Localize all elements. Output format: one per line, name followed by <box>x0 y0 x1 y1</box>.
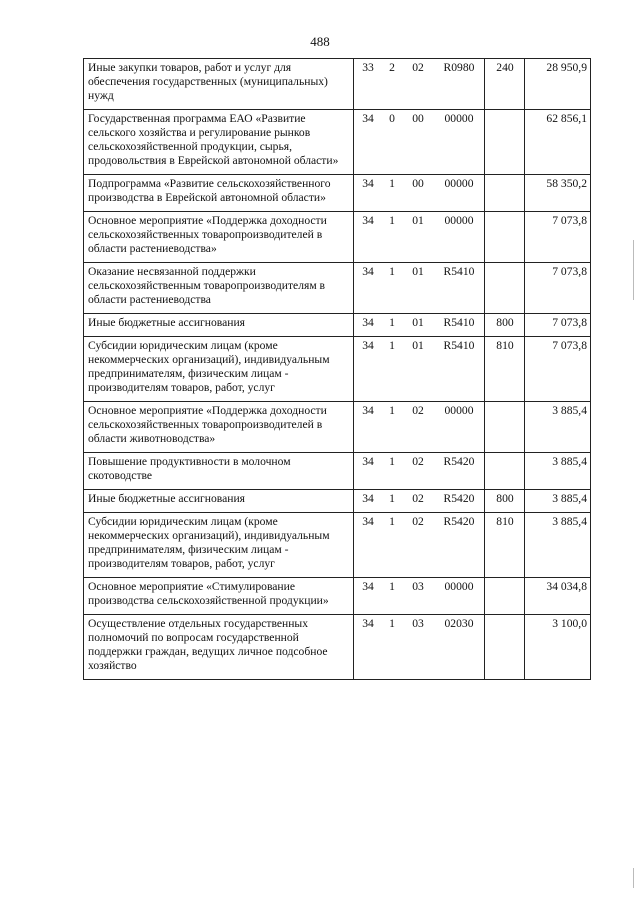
table-row <box>84 212 591 263</box>
code-direction: 02030 <box>433 615 485 680</box>
table-row <box>84 314 591 337</box>
code-event: 03 <box>402 578 433 615</box>
expense-type <box>485 453 525 490</box>
scan-edge-mark <box>633 868 634 888</box>
row-amount: 34 034,8 <box>525 578 591 615</box>
expense-type <box>485 263 525 314</box>
code-event: 02 <box>402 513 433 578</box>
code-program: 33 <box>354 59 382 110</box>
code-event: 01 <box>402 314 433 337</box>
code-direction: R5410 <box>433 263 485 314</box>
row-name: Повышение продуктивности в молочном скотоводстве <box>84 453 354 490</box>
code-direction: R5410 <box>433 337 485 402</box>
code-event: 02 <box>402 59 433 110</box>
expense-type: 800 <box>485 314 525 337</box>
row-amount: 28 950,9 <box>525 59 591 110</box>
code-direction: R5420 <box>433 490 485 513</box>
budget-table <box>83 58 591 680</box>
code-event: 01 <box>402 263 433 314</box>
code-subprogram: 1 <box>381 314 402 337</box>
row-amount: 7 073,8 <box>525 314 591 337</box>
code-event: 00 <box>402 110 433 175</box>
expense-type <box>485 110 525 175</box>
code-direction: 00000 <box>433 578 485 615</box>
code-subprogram: 1 <box>381 337 402 402</box>
table-row <box>84 59 591 110</box>
table-row <box>84 263 591 314</box>
row-name: Государственная программа ЕАО «Развитие сельского хозяйства и регулирование рынков сельскохозяйственной продукции, сырья, продовольствия в Еврейской автономной области» <box>84 110 354 175</box>
table-row <box>84 175 591 212</box>
table-row <box>84 513 591 578</box>
row-amount: 3 885,4 <box>525 402 591 453</box>
expense-type: 810 <box>485 337 525 402</box>
code-subprogram: 1 <box>381 490 402 513</box>
row-amount: 3 100,0 <box>525 615 591 680</box>
code-direction: R5410 <box>433 314 485 337</box>
code-program: 34 <box>354 615 382 680</box>
expense-type <box>485 615 525 680</box>
row-name: Осуществление отдельных государственных полномочий по вопросам государственной поддержки граждан, ведущих личное подсобное хозяйство <box>84 615 354 680</box>
expense-type <box>485 175 525 212</box>
expense-type: 810 <box>485 513 525 578</box>
code-direction: R5420 <box>433 453 485 490</box>
code-direction: 00000 <box>433 110 485 175</box>
code-subprogram: 1 <box>381 513 402 578</box>
row-name: Основное мероприятие «Поддержка доходности сельскохозяйственных товаропроизводителей в области животноводства» <box>84 402 354 453</box>
code-subprogram: 1 <box>381 453 402 490</box>
expense-type: 800 <box>485 490 525 513</box>
row-name: Иные бюджетные ассигнования <box>84 490 354 513</box>
row-amount: 58 350,2 <box>525 175 591 212</box>
code-subprogram: 1 <box>381 615 402 680</box>
table-row <box>84 110 591 175</box>
code-subprogram: 1 <box>381 263 402 314</box>
code-program: 34 <box>354 578 382 615</box>
scan-edge-mark <box>633 240 634 300</box>
code-subprogram: 1 <box>381 212 402 263</box>
row-amount: 3 885,4 <box>525 490 591 513</box>
code-program: 34 <box>354 263 382 314</box>
code-direction: R0980 <box>433 59 485 110</box>
code-program: 34 <box>354 175 382 212</box>
code-event: 02 <box>402 490 433 513</box>
code-subprogram: 1 <box>381 175 402 212</box>
row-name: Основное мероприятие «Поддержка доходности сельскохозяйственных товаропроизводителей в области растениеводства» <box>84 212 354 263</box>
code-subprogram: 0 <box>381 110 402 175</box>
row-amount: 62 856,1 <box>525 110 591 175</box>
row-amount: 7 073,8 <box>525 337 591 402</box>
expense-type <box>485 212 525 263</box>
page-number: 488 <box>310 34 330 49</box>
code-direction: 00000 <box>433 175 485 212</box>
expense-type: 240 <box>485 59 525 110</box>
code-direction: 00000 <box>433 402 485 453</box>
row-amount: 3 885,4 <box>525 513 591 578</box>
table-row <box>84 490 591 513</box>
code-event: 01 <box>402 212 433 263</box>
row-name: Иные закупки товаров, работ и услуг для обеспечения государственных (муниципальных) нужд <box>84 59 354 110</box>
code-direction: R5420 <box>433 513 485 578</box>
code-event: 02 <box>402 402 433 453</box>
row-name: Иные бюджетные ассигнования <box>84 314 354 337</box>
row-name: Основное мероприятие «Стимулирование производства сельскохозяйственной продукции» <box>84 578 354 615</box>
code-program: 34 <box>354 314 382 337</box>
code-program: 34 <box>354 402 382 453</box>
code-program: 34 <box>354 490 382 513</box>
row-name: Субсидии юридическим лицам (кроме некоммерческих организаций), индивидуальным предпринимателям, физическим лицам - производителям товаров, работ, услуг <box>84 513 354 578</box>
code-program: 34 <box>354 212 382 263</box>
code-event: 03 <box>402 615 433 680</box>
row-name: Подпрограмма «Развитие сельскохозяйственного производства в Еврейской автономной области» <box>84 175 354 212</box>
code-program: 34 <box>354 110 382 175</box>
code-event: 00 <box>402 175 433 212</box>
table-row <box>84 578 591 615</box>
code-subprogram: 1 <box>381 578 402 615</box>
code-program: 34 <box>354 513 382 578</box>
table-row <box>84 402 591 453</box>
row-name: Субсидии юридическим лицам (кроме некоммерческих организаций), индивидуальным предпринимателям, физическим лицам - производителям товаров, работ, услуг <box>84 337 354 402</box>
table-row <box>84 453 591 490</box>
row-amount: 7 073,8 <box>525 263 591 314</box>
code-program: 34 <box>354 337 382 402</box>
code-subprogram: 2 <box>381 59 402 110</box>
expense-type <box>485 578 525 615</box>
expense-type <box>485 402 525 453</box>
table-row <box>84 615 591 680</box>
code-direction: 00000 <box>433 212 485 263</box>
code-event: 01 <box>402 337 433 402</box>
row-name: Оказание несвязанной поддержки сельскохозяйственным товаропроизводителям в области растениеводства <box>84 263 354 314</box>
code-program: 34 <box>354 453 382 490</box>
table-row <box>84 337 591 402</box>
code-event: 02 <box>402 453 433 490</box>
row-amount: 3 885,4 <box>525 453 591 490</box>
row-amount: 7 073,8 <box>525 212 591 263</box>
code-subprogram: 1 <box>381 402 402 453</box>
